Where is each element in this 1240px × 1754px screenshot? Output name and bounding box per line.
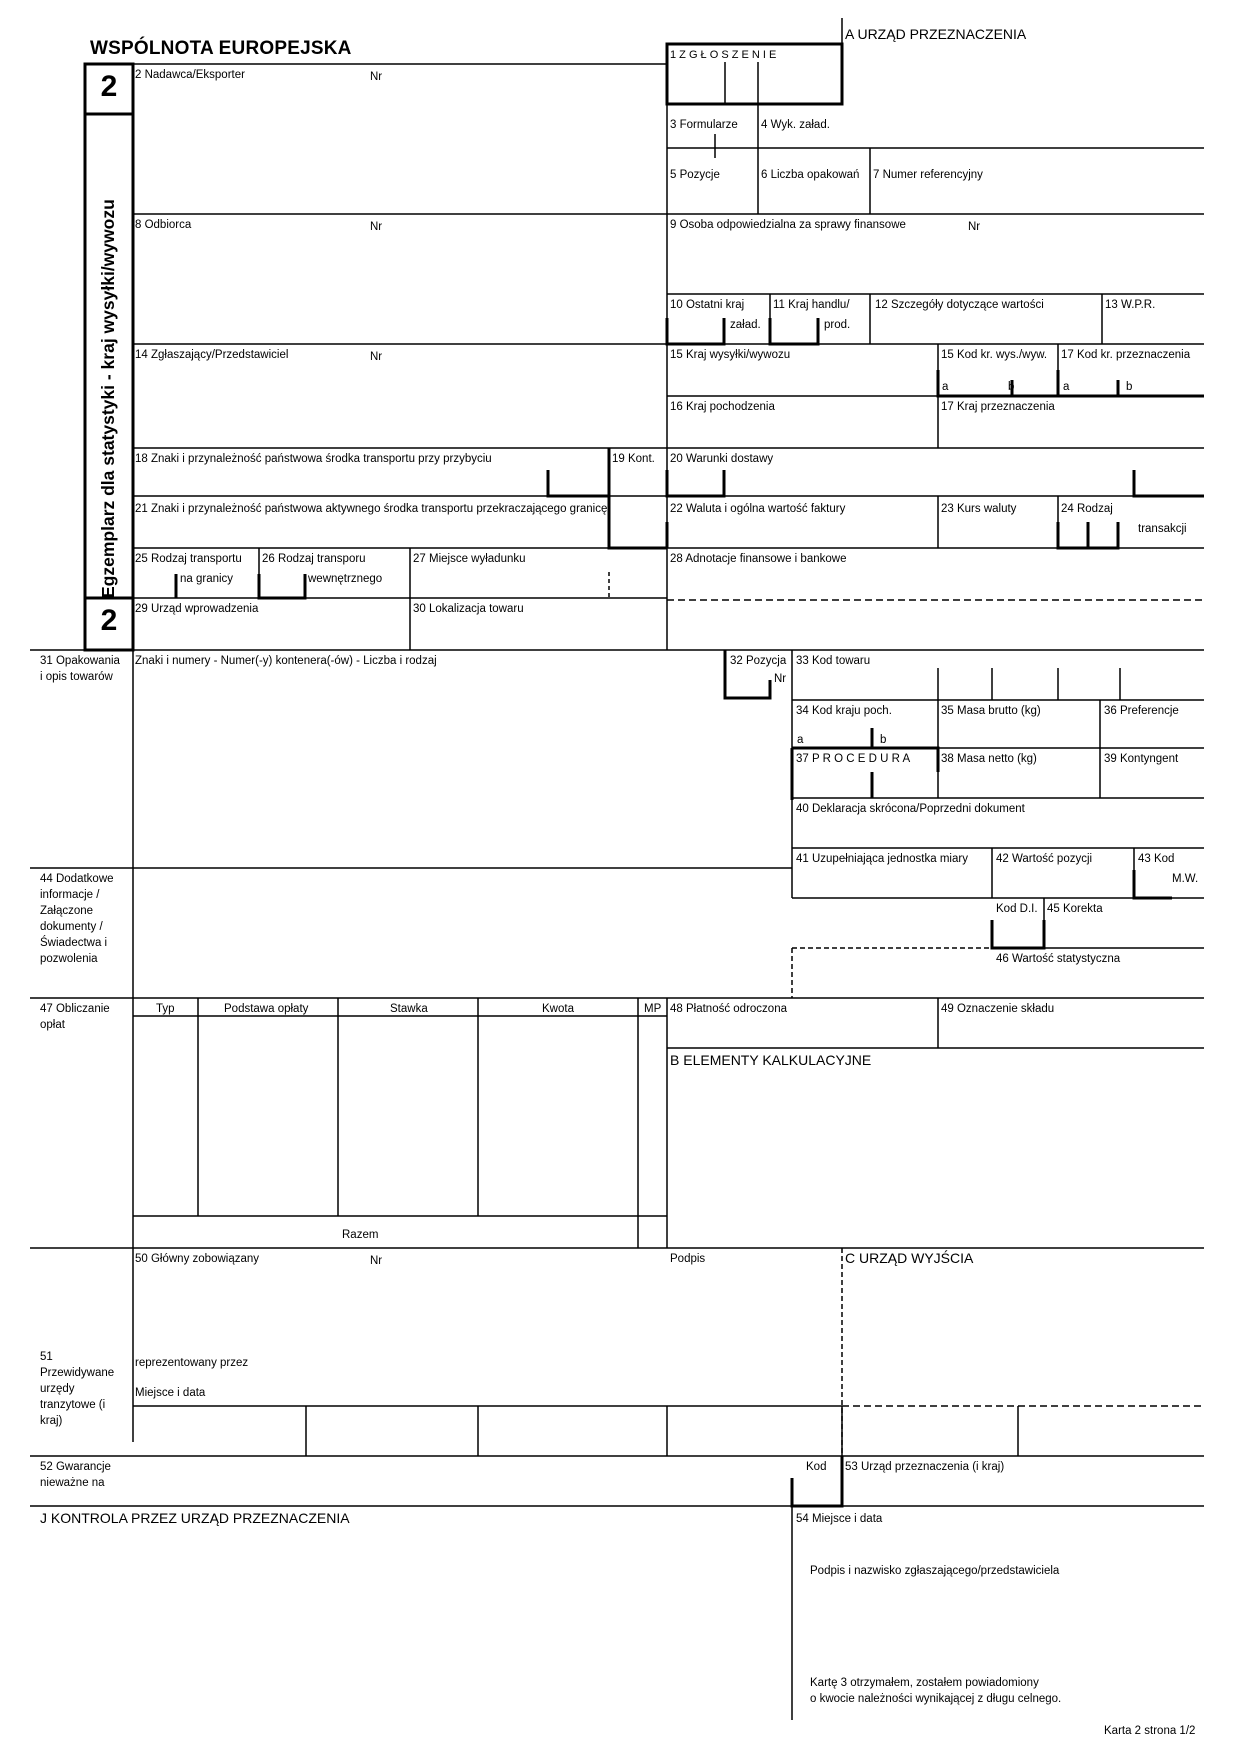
field-33-commodity[interactable]: 33 Kod towaru [796,655,871,667]
field-15-code[interactable]: 15 Kod kr. wys./wyw. [941,349,1048,361]
field-47-label-2: opłat [40,1019,65,1031]
field-44-label-5: Świadectwa i [40,937,108,949]
field-2-nr: Nr [370,71,383,83]
field-45-adjustment[interactable]: 45 Korekta [1047,903,1103,915]
field-17-code[interactable]: 17 Kod kr. przeznaczenia [1061,349,1191,361]
field-21-active-transport[interactable]: 21 Znaki i przynależność państwowa aktywnego środka transportu przekraczającego granicę [135,503,608,515]
field-12-value-details[interactable]: 12 Szczegóły dotyczące wartości [875,299,1044,311]
field-7-reference[interactable]: 7 Numer referencyjny [873,169,983,181]
field-50-principal[interactable]: 50 Główny zobowiązany [135,1253,260,1265]
tax-col-rate: Stawka [390,1003,428,1015]
field-5-items[interactable]: 5 Pozycje [670,169,720,181]
field-24-transaction[interactable]: 24 Rodzaj [1061,503,1113,515]
tax-total-label: Razem [342,1229,379,1241]
field-11-trading-country[interactable]: 11 Kraj handlu/ [773,299,850,311]
office-j-label: J KONTROLA PRZEZ URZĄD PRZEZNACZENIA [40,1510,350,1526]
receipt-text-2: o kwocie należności wynikającej z długu celnego. [810,1693,1062,1705]
copy-number-top: 2 [100,70,118,103]
field-25-border-transport[interactable]: 25 Rodzaj transportu [135,553,242,565]
field-9-financial-person[interactable]: 9 Osoba odpowiedzialna za sprawy finansowe [670,219,906,231]
tax-col-base: Podstawa opłaty [224,1003,309,1015]
field-52-label-2: nieważne na [40,1477,105,1489]
page-footer: Karta 2 strona 1/2 [1104,1725,1196,1737]
field-8-nr: Nr [370,221,383,233]
sub-b-34: b [880,734,887,746]
field-13-cap[interactable]: 13 W.P.R. [1105,299,1156,311]
field-20-delivery-terms[interactable]: 20 Warunki dostawy [670,453,774,465]
tax-col-mp: MP [644,1003,662,1015]
field-31-description[interactable]: Znaki i numery - Numer(-y) kontenera(-ów) - Liczba i rodzaj [135,655,437,667]
office-b-label: B ELEMENTY KALKULACYJNE [670,1052,872,1068]
field-51-label-2: Przewidywane [40,1367,115,1379]
field-36-preference[interactable]: 36 Preferencje [1104,705,1179,717]
copy-number-bottom: 2 [100,604,118,637]
field-35-gross-mass[interactable]: 35 Masa brutto (kg) [941,705,1041,717]
field-28-financial-notes[interactable]: 28 Adnotacje finansowe i bankowe [670,553,847,565]
code-label: Kod [806,1461,827,1473]
field-54-place-date[interactable]: 54 Miejsce i data [796,1513,883,1525]
field-44-label-1: 44 Dodatkowe [40,873,114,885]
field-11-sub: prod. [824,319,851,331]
sub-b-17: b [1126,381,1133,393]
field-27-unloading[interactable]: 27 Miejsce wyładunku [413,553,526,565]
field-44-label-6: pozwolenia [40,953,98,965]
field-47-label-1: 47 Obliczanie [40,1003,110,1015]
field-31-label-1: 31 Opakowania [40,655,120,667]
form-title: WSPÓLNOTA EUROPEJSKA [90,38,352,59]
field-51-label-5: kraj) [40,1415,63,1427]
sub-a-15: a [942,381,949,393]
field-25-sub: na granicy [180,573,234,585]
field-14-declarant[interactable]: 14 Zgłaszający/Przedstawiciel [135,349,289,361]
field-34-origin-code[interactable]: 34 Kod kraju poch. [796,705,892,717]
copy-vertical-label: Egzemplarz dla statystyki - kraj wysyłki/wywozu [98,199,118,598]
field-19-container[interactable]: 19 Kont. [612,453,655,465]
field-44-label-4: dokumenty / [40,921,103,933]
field-51-label-4: tranzytowe (i [40,1399,106,1411]
field-9-nr: Nr [968,221,981,233]
field-41-supplementary-units[interactable]: 41 Uzupełniająca jednostka miary [796,853,968,865]
field-4-loading-lists[interactable]: 4 Wyk. załad. [761,119,830,131]
signature-label: Podpis [670,1253,706,1265]
tax-col-amount: Kwota [542,1003,574,1015]
field-32-nr: Nr [774,673,787,685]
field-10-sub: załad. [730,319,761,331]
field-44-label-3: Załączone [40,905,94,917]
field-18-transport-arrival[interactable]: 18 Znaki i przynależność państwowa środka transportu przy przybyciu [135,453,492,465]
field-29-entry-office[interactable]: 29 Urząd wprowadzenia [135,603,259,615]
field-52-label-1: 52 Gwarancje [40,1461,111,1473]
kod-di-label: Kod D.I. [996,903,1038,915]
field-15-dispatch-country[interactable]: 15 Kraj wysyłki/wywozu [670,349,791,361]
field-8-consignee[interactable]: 8 Odbiorca [135,219,192,231]
represented-by-label: reprezentowany przez [135,1357,249,1369]
office-a-label: A URZĄD PRZEZNACZENIA [845,26,1027,42]
sub-b-15: b [1008,381,1015,393]
field-26-inland-transport[interactable]: 26 Rodzaj transporu [262,553,366,565]
field-3-forms[interactable]: 3 Formularze [670,119,738,131]
field-43-code[interactable]: 43 Kod [1138,853,1175,865]
field-51-label-1: 51 [40,1351,53,1363]
field-16-origin[interactable]: 16 Kraj pochodzenia [670,401,775,413]
field-14-nr: Nr [370,351,383,363]
field-40-summary-declaration[interactable]: 40 Deklaracja skrócona/Poprzedni dokument [796,803,1025,815]
field-31-label-2: i opis towarów [40,671,113,683]
field-39-quota[interactable]: 39 Kontyngent [1104,753,1179,765]
field-44-label-2: informacje / [40,889,100,901]
field-51-label-3: urzędy [40,1383,75,1395]
sub-a-17: a [1063,381,1070,393]
field-38-net-mass[interactable]: 38 Masa netto (kg) [941,753,1037,765]
field-30-goods-location[interactable]: 30 Lokalizacja towaru [413,603,524,615]
place-date-label: Miejsce i data [135,1387,206,1399]
field-10-last-country[interactable]: 10 Ostatni kraj [670,299,745,311]
office-c-label: C URZĄD WYJŚCIA [845,1250,974,1266]
field-32-item[interactable]: 32 Pozycja [730,655,787,667]
field-42-item-price[interactable]: 42 Wartość pozycji [996,853,1093,865]
field-23-exchange-rate[interactable]: 23 Kurs waluty [941,503,1017,515]
field-17-destination[interactable]: 17 Kraj przeznaczenia [941,401,1055,413]
receipt-text-1: Kartę 3 otrzymałem, zostałem powiadomiony [810,1677,1039,1689]
field-1-declaration: 1 Z G Ł O S Z E N I E [670,49,777,61]
field-26-sub: wewnętrznego [308,573,383,585]
field-46-statistical-value[interactable]: 46 Wartość statystyczna [996,953,1121,965]
field-53-destination-office[interactable]: 53 Urząd przeznaczenia (i kraj) [845,1461,1005,1473]
tax-col-type: Typ [156,1003,175,1015]
field-50-nr: Nr [370,1255,383,1267]
field-49-warehouse[interactable]: 49 Oznaczenie składu [941,1003,1055,1015]
field-2-consignor[interactable]: 2 Nadawca/Eksporter [135,69,245,81]
field-43-sub: M.W. [1172,873,1199,885]
field-6-packages[interactable]: 6 Liczba opakowań [761,169,860,181]
field-37-procedure[interactable]: 37 P R O C E D U R A [796,753,911,765]
field-48-deferred-payment[interactable]: 48 Płatność odroczona [670,1003,787,1015]
sub-a-34: a [797,734,804,746]
declarant-signature-label: Podpis i nazwisko zgłaszającego/przedstawiciela [810,1565,1060,1577]
field-24-sub: transakcji [1138,523,1187,535]
field-22-currency[interactable]: 22 Waluta i ogólna wartość faktury [670,503,846,515]
